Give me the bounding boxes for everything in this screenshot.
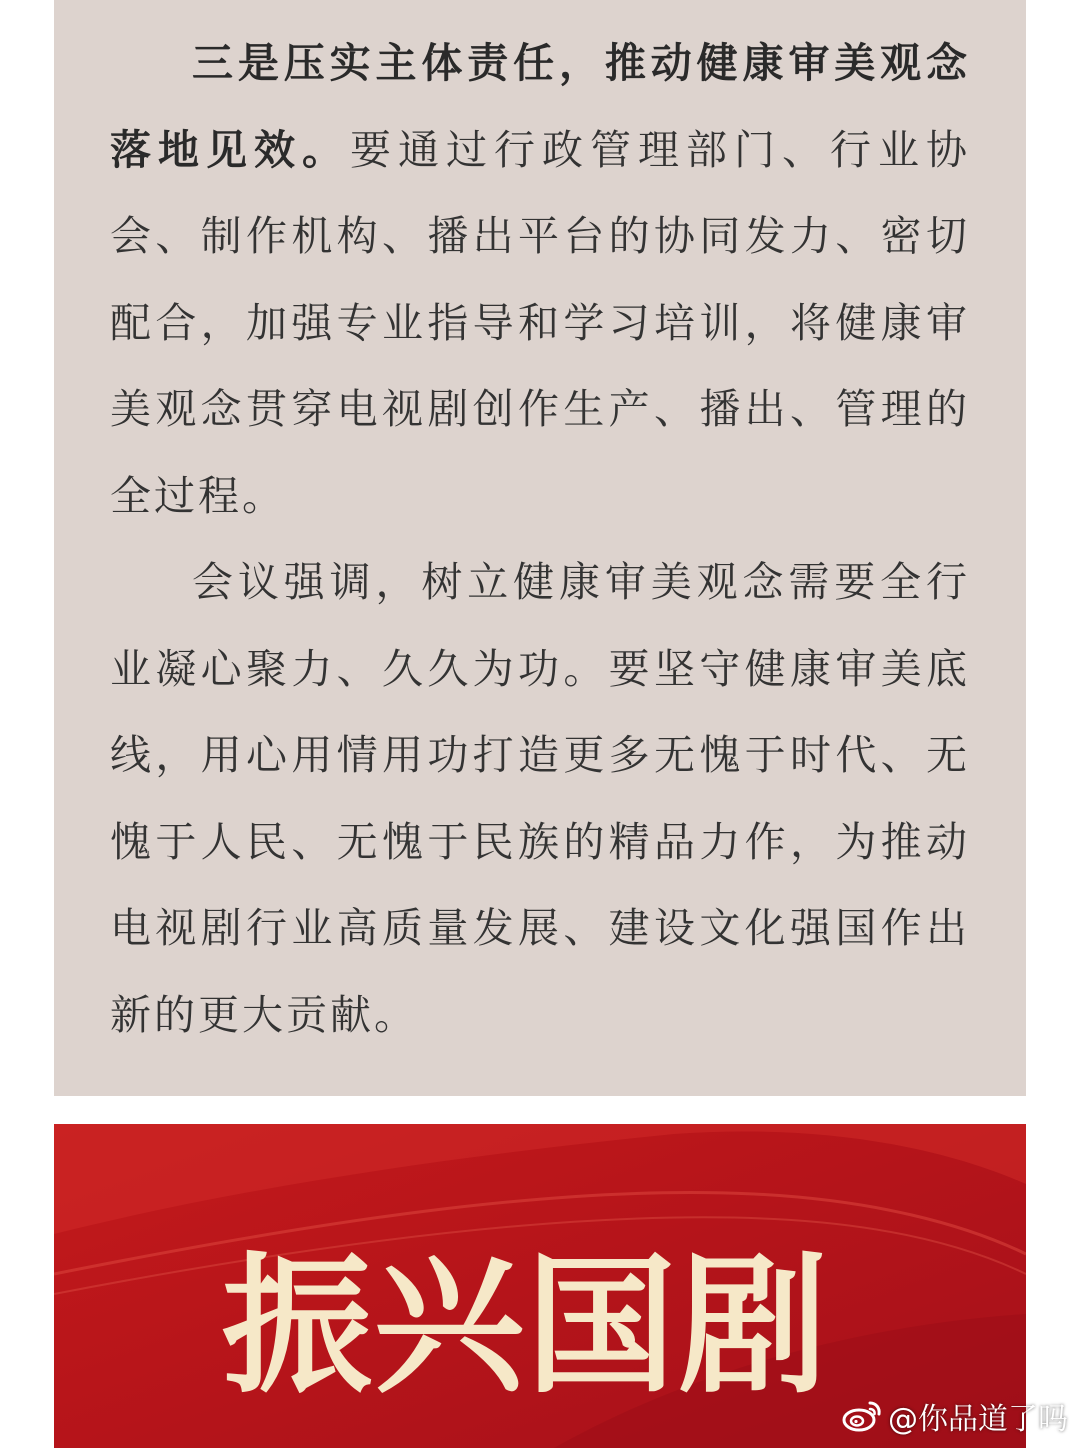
watermark-text: @你品道了吗 [888, 1402, 1068, 1437]
paragraph-1-body: 要通过行政管理部门、行业协会、制作机构、播出平台的协同发力、密切配合，加强专业指导和学习培训，将健康审美观念贯穿电视剧创作生产、播出、管理的全过程。 [110, 125, 970, 520]
article-card [54, 0, 1026, 1096]
paragraph-1 [110, 20, 970, 539]
article-body [110, 20, 970, 1058]
weibo-watermark [842, 1394, 1068, 1438]
banner-title: 振兴国剧 [222, 1240, 831, 1414]
weibo-icon [842, 1399, 882, 1433]
paragraph-2: 会议强调，树立健康审美观念需要全行业凝心聚力、久久为功。要坚守健康审美底线，用心用情用功打造更多无愧于时代、无愧于人民、无愧于民族的精品力作，为推动电视剧行业高质量发展、建设文化强国作出新的更大贡献。 [110, 558, 970, 1039]
paragraph-1-lead: 三是压实主体责任，推动健康审美观念落地见效。 [110, 39, 970, 174]
